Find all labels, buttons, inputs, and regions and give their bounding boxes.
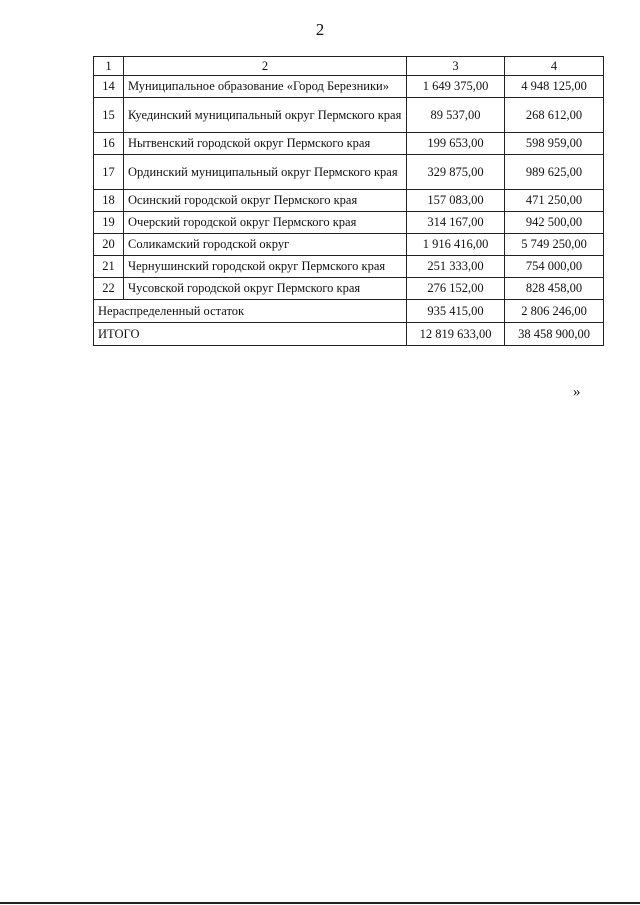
total-col4: 38 458 900,00 xyxy=(505,323,604,346)
municipality-name: Соликамский городской округ xyxy=(124,234,407,256)
column-header-1: 1 xyxy=(94,57,124,76)
amount-col3: 89 537,00 xyxy=(407,98,505,133)
table-row xyxy=(94,76,604,98)
amount-col4: 471 250,00 xyxy=(505,190,604,212)
table-row xyxy=(94,98,604,133)
municipality-name: Осинский городской округ Пермского края xyxy=(124,190,407,212)
distribution-table xyxy=(93,56,604,346)
amount-col4: 4 948 125,00 xyxy=(505,76,604,98)
column-header-4: 4 xyxy=(505,57,604,76)
page-number: 2 xyxy=(315,20,325,39)
table-row xyxy=(94,278,604,300)
table-row xyxy=(94,133,604,155)
unallocated-row xyxy=(94,300,604,323)
amount-col3: 276 152,00 xyxy=(407,278,505,300)
amount-col4: 989 625,00 xyxy=(505,155,604,190)
amount-col4: 268 612,00 xyxy=(505,98,604,133)
unallocated-col4: 2 806 246,00 xyxy=(505,300,604,323)
municipality-name: Чернушинский городской округ Пермского края xyxy=(124,256,407,278)
amount-col3: 1 916 416,00 xyxy=(407,234,505,256)
amount-col3: 251 333,00 xyxy=(407,256,505,278)
row-number: 14 xyxy=(94,76,124,98)
municipality-name: Чусовской городской округ Пермского края xyxy=(124,278,407,300)
page-bottom-edge xyxy=(0,902,640,904)
table-row xyxy=(94,190,604,212)
unallocated-label: Нераспределенный остаток xyxy=(94,300,407,323)
column-header-2: 2 xyxy=(124,57,407,76)
amount-col3: 1 649 375,00 xyxy=(407,76,505,98)
amount-col3: 157 083,00 xyxy=(407,190,505,212)
municipality-name: Очерский городской округ Пермского края xyxy=(124,212,407,234)
unallocated-col3: 935 415,00 xyxy=(407,300,505,323)
table-row xyxy=(94,212,604,234)
amount-col4: 5 749 250,00 xyxy=(505,234,604,256)
amount-col3: 314 167,00 xyxy=(407,212,505,234)
row-number: 22 xyxy=(94,278,124,300)
row-number: 21 xyxy=(94,256,124,278)
row-number: 17 xyxy=(94,155,124,190)
total-row xyxy=(94,323,604,346)
amount-col4: 754 000,00 xyxy=(505,256,604,278)
table-header-row xyxy=(94,57,604,76)
row-number: 20 xyxy=(94,234,124,256)
amount-col4: 942 500,00 xyxy=(505,212,604,234)
column-header-3: 3 xyxy=(407,57,505,76)
table-row xyxy=(94,256,604,278)
municipality-name: Куединский муниципальный округ Пермского края xyxy=(124,98,407,133)
table-row xyxy=(94,155,604,190)
amount-col4: 828 458,00 xyxy=(505,278,604,300)
municipality-name: Нытвенский городской округ Пермского края xyxy=(124,133,407,155)
table-row xyxy=(94,234,604,256)
total-col3: 12 819 633,00 xyxy=(407,323,505,346)
municipality-name: Муниципальное образование «Город Березники» xyxy=(124,76,407,98)
row-number: 18 xyxy=(94,190,124,212)
amount-col3: 329 875,00 xyxy=(407,155,505,190)
row-number: 19 xyxy=(94,212,124,234)
amount-col3: 199 653,00 xyxy=(407,133,505,155)
amount-col4: 598 959,00 xyxy=(505,133,604,155)
closing-quote-mark: » xyxy=(573,384,581,400)
row-number: 16 xyxy=(94,133,124,155)
row-number: 15 xyxy=(94,98,124,133)
municipality-name: Ординский муниципальный округ Пермского края xyxy=(124,155,407,190)
total-label: ИТОГО xyxy=(94,323,407,346)
